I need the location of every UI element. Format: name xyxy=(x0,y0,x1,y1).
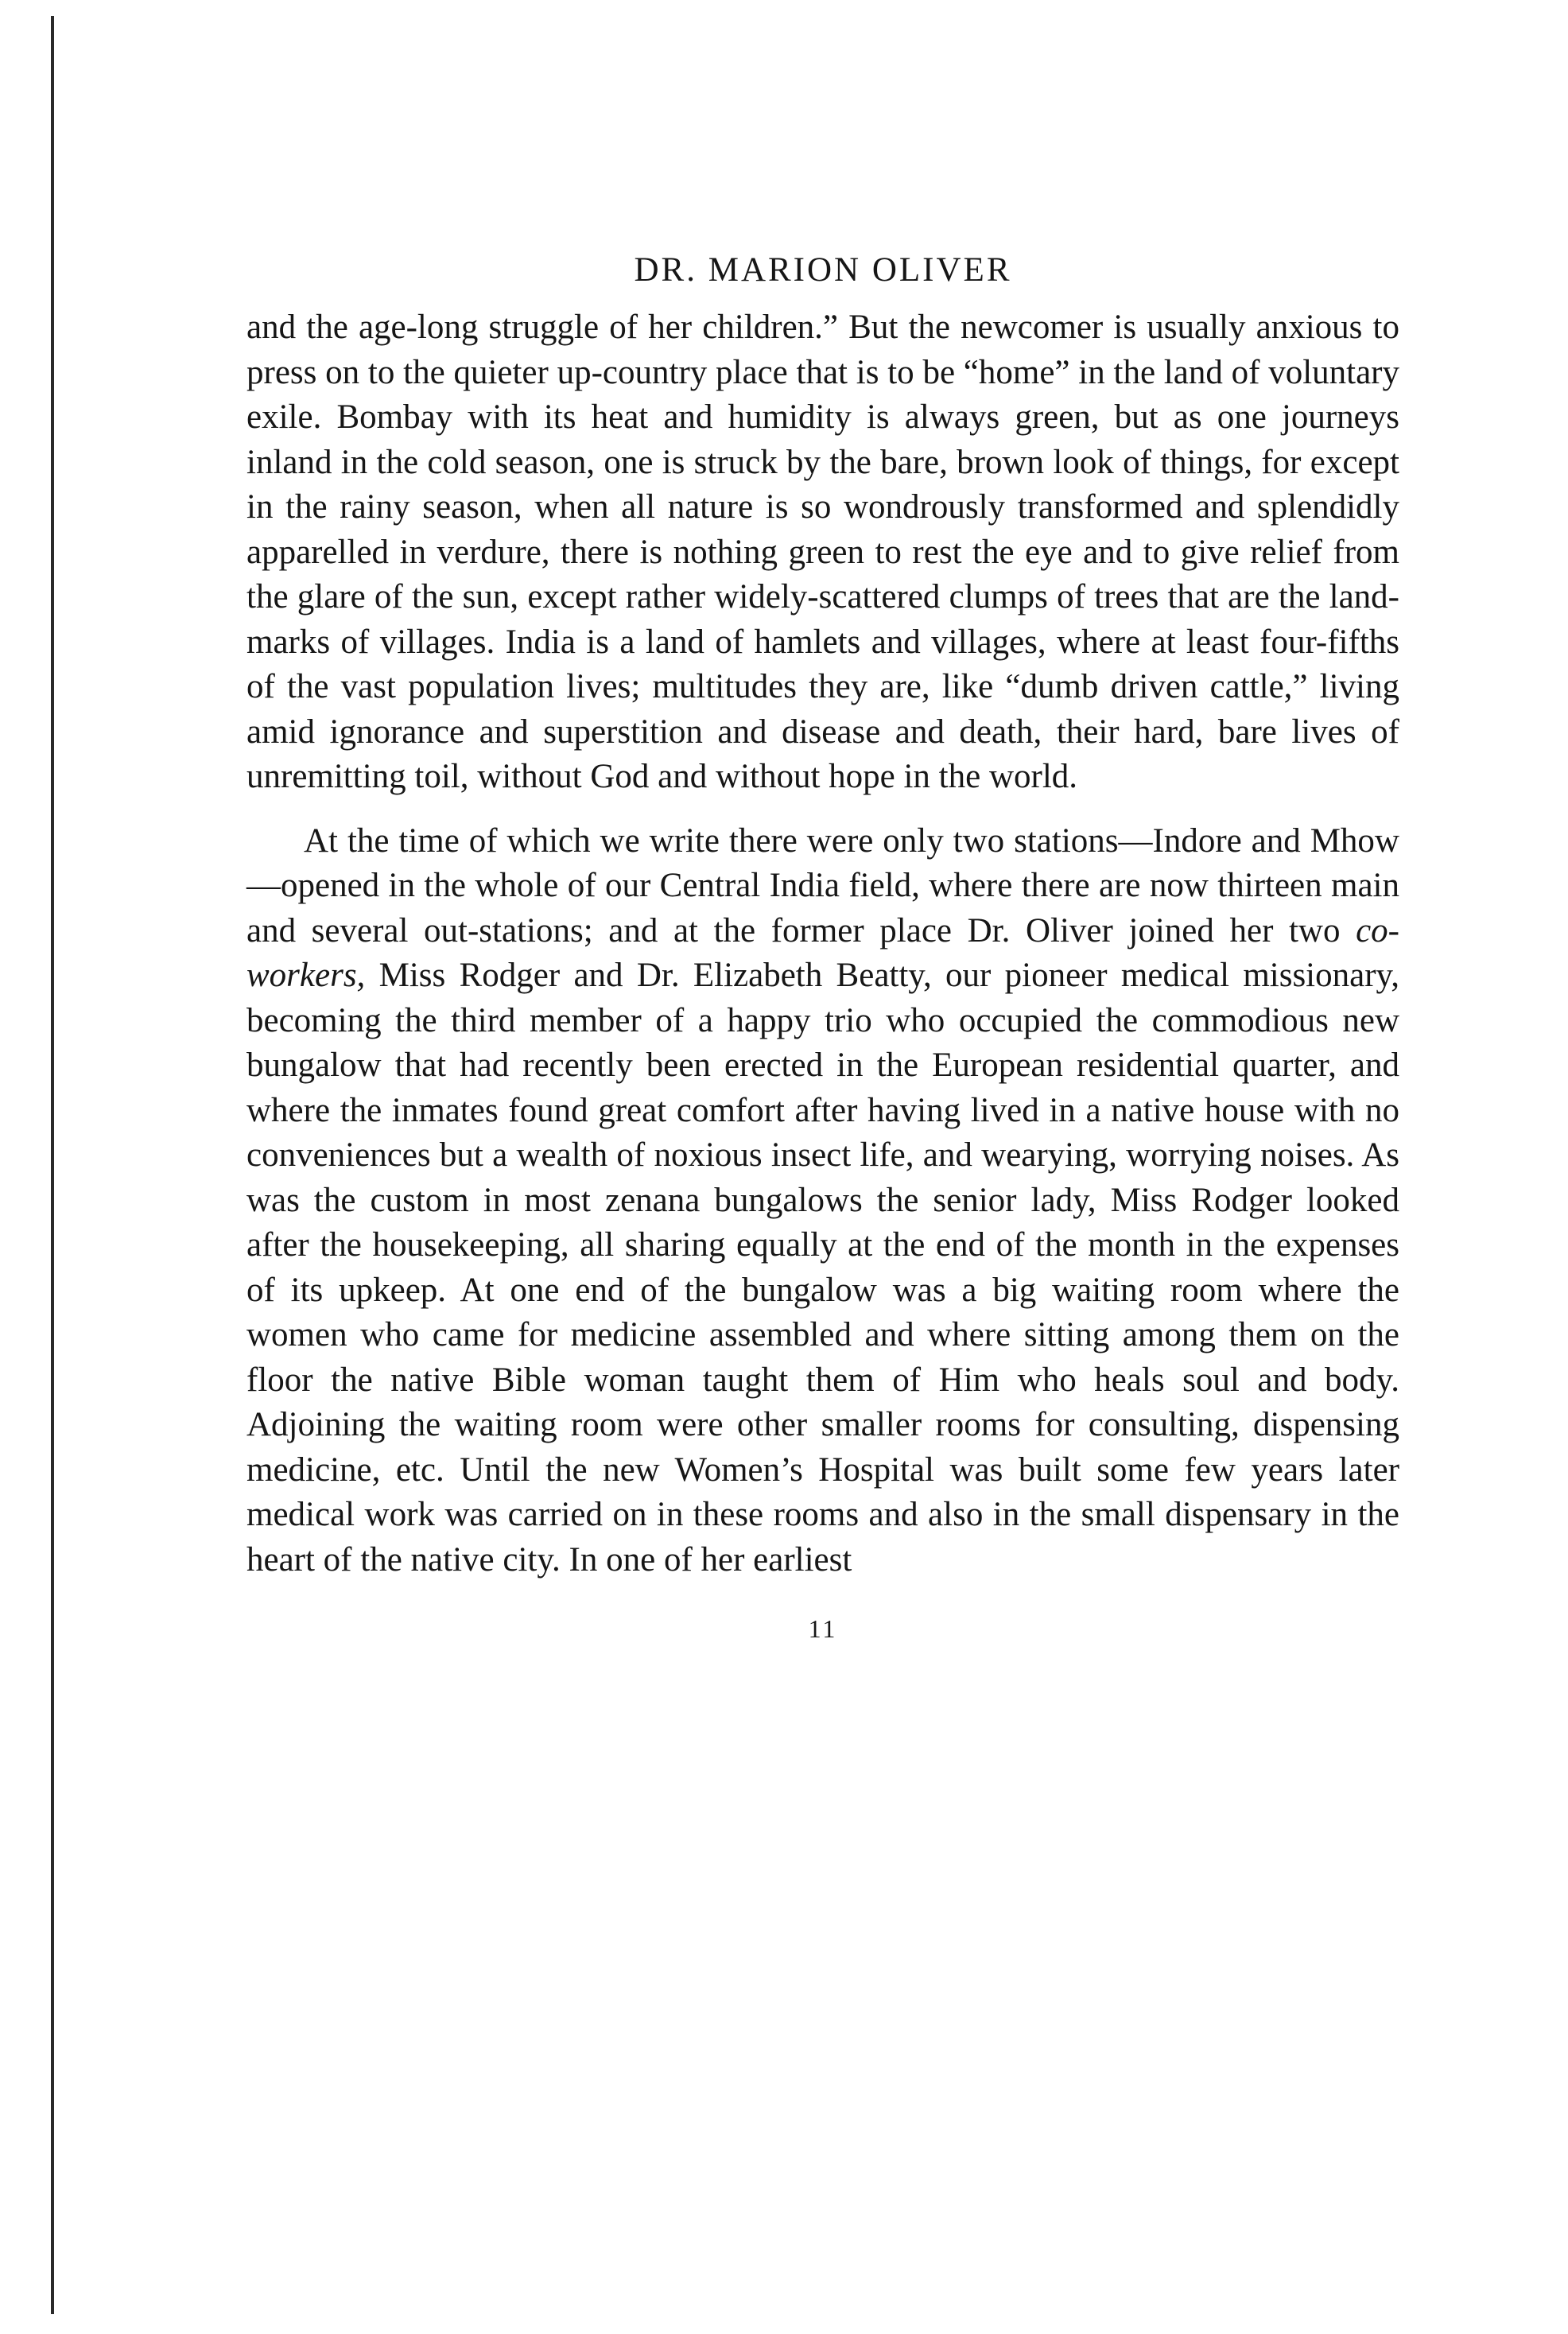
paragraph-2-italic-phrase: co-workers, xyxy=(246,911,1399,994)
paragraph-2-part-1: At the time of which we write there were only two stations—Indore and Mhow—opened in the whole of our Central India field, where there are now thirteen main and several out-stations; and at the former place Dr. Oliver joined her two xyxy=(246,821,1399,950)
running-head: DR. MARION OLIVER xyxy=(634,251,1012,289)
body-text xyxy=(246,305,1399,1583)
paragraph-1: and the age-long struggle of her children.” But the newcomer is usually anxious to press on to the quieter up-country place that is to be “home” in the land of voluntary exile. Bombay with its heat and humidity is always green, but as one journeys inland in the cold season, one is struck by the bare, brown look of things, for except in the rainy season, when all nature is so wondrously transformed and splendidly apparelled in verdure, there is nothing green to rest the eye and to give relief from the glare of the sun, except rather widely-scattered clumps of trees that are the land-marks of villages. India is a land of hamlets and villages, where at least four-fifths of the vast population lives; multitudes they are, like “dumb driven cattle,” living amid ignorance and superstition and disease and death, their hard, bare lives of unremitting toil, without God and without hope in the world. xyxy=(246,309,1399,795)
paragraph-2-part-2: Miss Rodger and Dr. Elizabeth Beatty, our pioneer medical missionary, becoming the third member of a happy trio who occupied the commodious new bungalow that had recently been erected in the European residential quarter, and where the inmates found great comfort after having lived in a native house with no conveniences but a wealth of noxious insect life, and wearying, worrying noises. As was the custom in most zenana bungalows the senior lady, Miss Rodger looked after the housekeeping, all sharing equally at the end of the month in the expenses of its upkeep. At one end of the bungalow was a big waiting room where the women who came for medicine assembled and where sitting among them on the floor the native Bible woman taught them of Him who heals soul and body. Adjoining the waiting room were other smaller rooms for consulting, dispensing medicine, etc. Until the new Women’s Hospital was built some few years later medical work was carried on in these rooms and also in the small dispensary in the heart of the native city. In one of her earliest xyxy=(246,957,1399,1579)
paragraph-2 xyxy=(246,819,1399,1583)
book-page xyxy=(246,248,1399,1645)
page-number: 11 xyxy=(808,1614,838,1643)
binding-edge-line xyxy=(51,16,54,2314)
